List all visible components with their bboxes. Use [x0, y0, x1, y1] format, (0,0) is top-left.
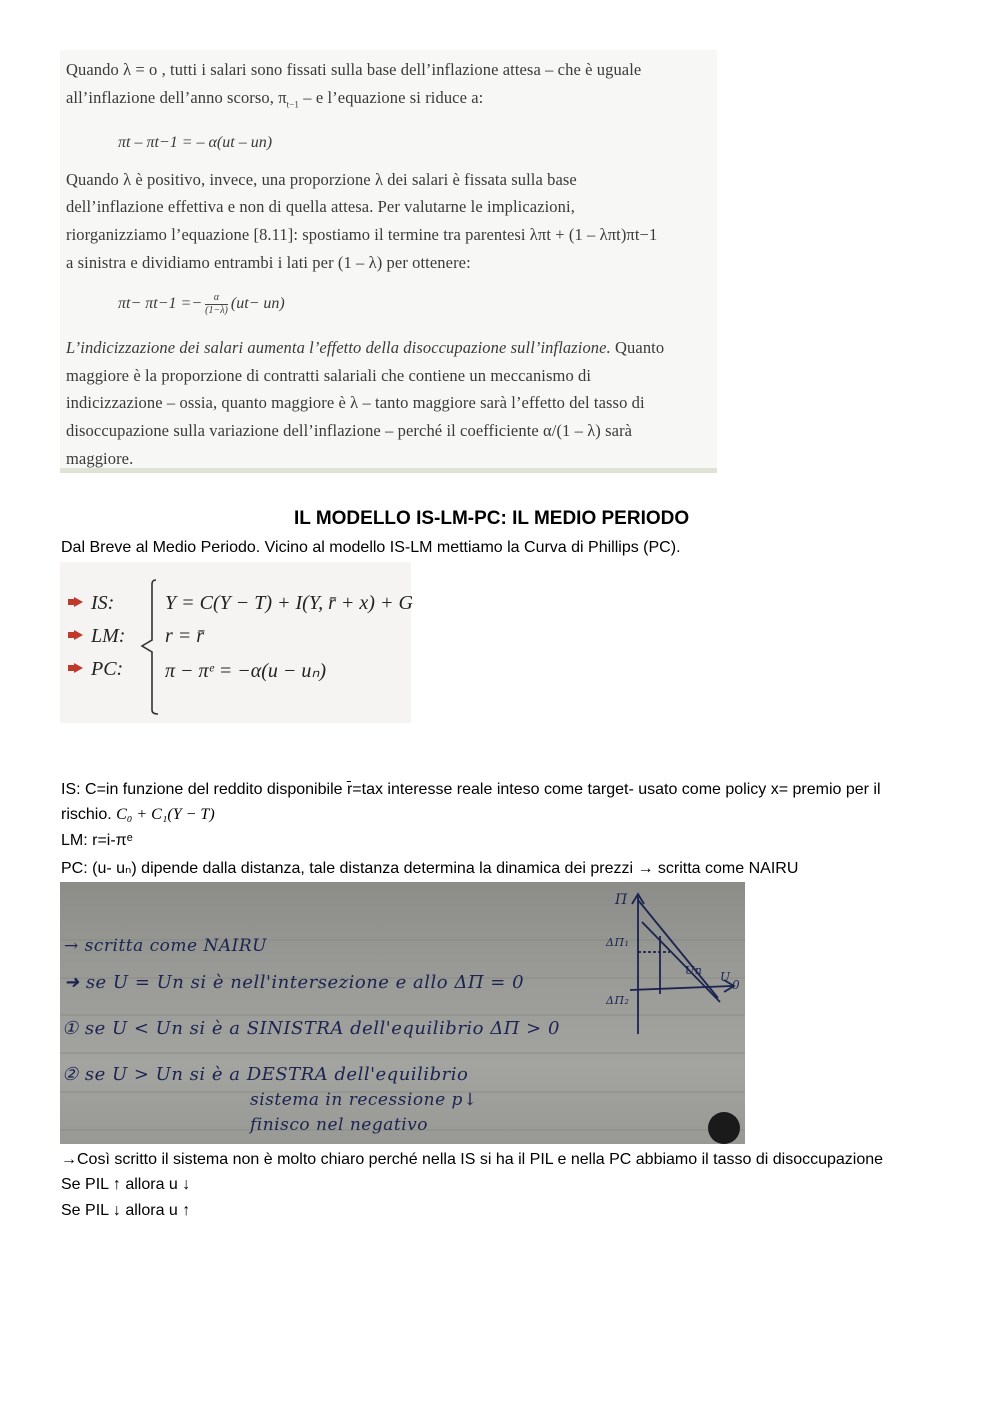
bullet-arrow-icon	[74, 630, 83, 640]
excerpt-line-4: dell’inflazione effettiva e non di quella attesa. Per valutarne le implicazioni,	[66, 197, 575, 216]
graph-label-d2: ΔΠ₂	[606, 994, 630, 1007]
system-label-lm: LM:	[74, 625, 125, 648]
excerpt-line-11: maggiore.	[66, 449, 134, 468]
excerpt-line-7: L’indicizzazione dei salari aumenta l’effetto della disoccupazione sull’inflazione. Quanto	[66, 338, 665, 357]
excerpt-line-1: Quando λ = o , tutti i salari sono fissati sulla base dell’inflazione attesa – che è uguale	[66, 60, 642, 79]
graph-label-u: U	[720, 970, 731, 984]
note-is-line-2: rischio. C₀ + C₁(Y − T)	[61, 806, 215, 823]
excerpt-line-10: disoccupazione sulla variazione dell’inflazione – perché il coefficiente α/(1 – λ) sarà	[66, 421, 633, 440]
note-is-line-1: IS: C=in funzione del reddito disponibile r̄=tax interesse reale inteso come target- usato come policy x= premio per il	[61, 781, 881, 798]
graph-label-pi: Π	[615, 892, 628, 908]
is-lm-pc-system	[60, 562, 411, 723]
textbook-excerpt-image	[60, 50, 717, 473]
excerpt-line-2: all’inflazione dell’anno scorso, $\pi_{t-1}$ – e l’equazione si riduce a:	[66, 88, 484, 110]
hw-line-3: ① se U < Un si è a SINISTRA dell'equilibrio ΔΠ > 0	[62, 1018, 560, 1039]
excerpt-line-6: a sinistra e dividiamo entrambi i lati per (1 – λ) per ottenere:	[66, 253, 471, 272]
system-eq-pc: π − πᵉ = −α(u − uₙ)	[165, 660, 327, 682]
intro-text: Dal Breve al Medio Periodo. Vicino al modello IS-LM mettiamo la Curva di Phillips (PC).	[61, 539, 681, 556]
system-brace-icon	[138, 578, 160, 718]
hw-line-4: ② se U > Un si è a DESTRA dell'equilibrio	[62, 1064, 469, 1085]
hw-line-2: ➜ se U = Un si è nell'intersezione e allo ΔΠ = 0	[64, 972, 525, 993]
system-eq-is: Y = C(Y − T) + I(Y, r̄ + x) + G	[165, 592, 413, 614]
excerpt-line-5: riorganizziamo l’equazione [8.11]: spostiamo il termine tra parentesi λπt + (1 – λπt)πt−1	[66, 225, 658, 244]
note-pc-line: PC: (u- uₙ) dipende dalla distanza, tale distanza determina la dinamica dei prezzi → scritta come NAIRU	[61, 860, 799, 877]
handwritten-notes-photo	[60, 882, 745, 1144]
equation-indexation: πt− πt−1 =− $\frac{\alpha}{(1-\lambda)}$ (ut− un)	[118, 292, 285, 316]
bullet-arrow-icon	[74, 597, 83, 607]
hw-line-5: sistema in recessione p↓	[250, 1090, 478, 1110]
excerpt-line-9: indicizzazione – ossia, quanto maggiore è λ – tanto maggiore sarà l’effetto del tasso di	[66, 393, 645, 412]
excerpt-line-3: Quando λ è positivo, invece, una proporzione λ dei salari è fissata sulla base	[66, 170, 577, 189]
conclusion-line-1: →Così scritto il sistema non è molto chiaro perché nella IS si ha il PIL e nella PC abbiamo il tasso di disoccupazione	[61, 1151, 884, 1168]
system-label-pc: PC:	[74, 658, 123, 681]
excerpt-line-8: maggiore è la proporzione di contratti salariali che contiene un meccanismo di	[66, 366, 592, 385]
section-heading: IL MODELLO IS-LM-PC: IL MEDIO PERIODO	[294, 508, 690, 529]
hw-line-1: → scritta come NAIRU	[64, 936, 267, 956]
system-eq-lm: r = r̄	[165, 625, 205, 647]
bullet-arrow-icon	[74, 663, 83, 673]
conclusion-line-3: Se PIL ↓ allora u ↑	[61, 1202, 191, 1219]
system-label-is: IS:	[74, 592, 114, 615]
equation-lambda-zero: πt – πt−1 = – α(ut – un)	[118, 134, 273, 151]
note-lm-line: LM: r=i-πᵉ	[61, 832, 133, 849]
phillips-curve-sketch	[600, 890, 745, 1040]
conclusion-line-2: Se PIL ↑ allora u ↓	[61, 1176, 191, 1193]
graph-label-zero: 0	[732, 978, 741, 992]
hw-line-6: finisco nel negativo	[250, 1115, 428, 1135]
graph-label-d1: ΔΠ₁	[606, 936, 630, 949]
graph-label-un: Un	[685, 964, 703, 977]
